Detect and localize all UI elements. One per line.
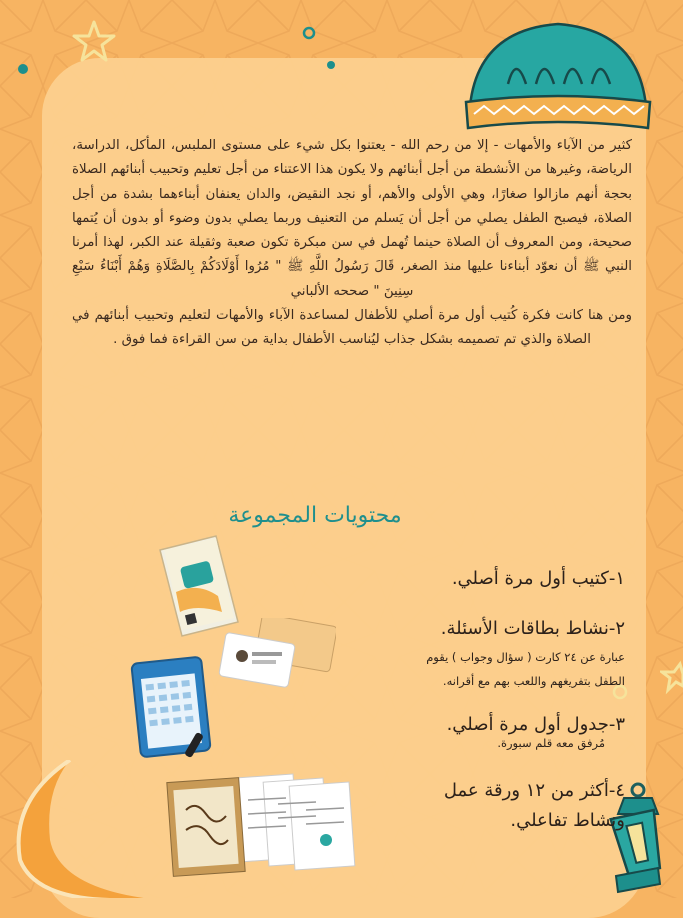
- item-title: ٢-نشاط بطاقات الأسئلة.: [440, 618, 625, 639]
- contents-heading: محتويات المجموعة: [228, 503, 402, 528]
- item-title: ٤-أكثر من ١٢ ورقة عمل: [443, 780, 625, 801]
- item-description: عبارة عن ٢٤ كارت ( سؤال وجواب ) يقوم: [426, 650, 625, 664]
- list-item: [300, 776, 625, 836]
- intro-paragraph: ومن هنا كانت فكرة كُتيب أول مرة أصلي للأطفال لمساعدة الآباء والأمهات لتعليم وتحبيب أبنائهم في الصلاة والذي تم تصميمه بشكل جذاب ليُناسب الأطفال بداية من سن القراءة فما فوق .: [72, 308, 632, 348]
- intro-paragraph: كثير من الآباء والأمهات - إلا من رحم الله - يعتنوا بكل شيء على مستوى الملبس، المأكل، الدراسة، الرياضة، وغيرها من الأنشطة من أجل أبنائهم ولا يكون هذا الاعتناء من أجل تعليم وتحبيب أبنائهم الصلاة بحجة أنهم مازالوا صغارًا، وهي الأولى والأهم، أو نجد النقيض، والدان يعنفان أبناءهما بشدة من أجل الصلاة، فيصبح الطفل يصلي من أجل أن يَسلم من التعنيف وربما يصلي بدون وضوء أو بدون أن يُتمها صحيحة، ومن المعروف أن الصلاة حينما تُهمل في سن مبكرة تكون صعبة وثقيلة عند الكبر، لهذا أمرنا النبي ﷺ أن نعوّد أبناءنا عليها منذ الصغر، قَالَ رَسُولُ اللَّهِ ﷺ " مُرُوا أَوْلَادَكُمْ بِالصَّلَاةِ وَهُمْ أَبْنَاءُ سَبْعِ سِنِينَ " صححه الألباني: [72, 138, 632, 299]
- dot-icon: [326, 60, 336, 70]
- item-title: ٣-جدول أول مرة أصلي.: [446, 714, 625, 735]
- star-icon: [660, 660, 683, 700]
- dot-icon: [16, 62, 30, 76]
- kufi-hat-icon: [458, 14, 658, 138]
- dot-icon: [302, 26, 316, 40]
- crescent-moon-icon: [0, 760, 180, 898]
- question-cards-image: [218, 618, 336, 688]
- item-title: ١-كتيب أول مرة أصلي.: [451, 568, 625, 589]
- item-description: مُرفق معه قلم سبورة.: [497, 736, 605, 750]
- prayer-chart-image: [126, 654, 222, 762]
- list-item: [322, 617, 625, 693]
- intro-text: [72, 134, 632, 353]
- list-item: [300, 713, 625, 755]
- item-title: ونشاط تفاعلي.: [510, 810, 625, 831]
- star-icon: [70, 18, 118, 66]
- item-description: الطفل بتفريغهم واللعب بهم مع أقرانه.: [442, 674, 625, 688]
- list-item: [300, 567, 625, 591]
